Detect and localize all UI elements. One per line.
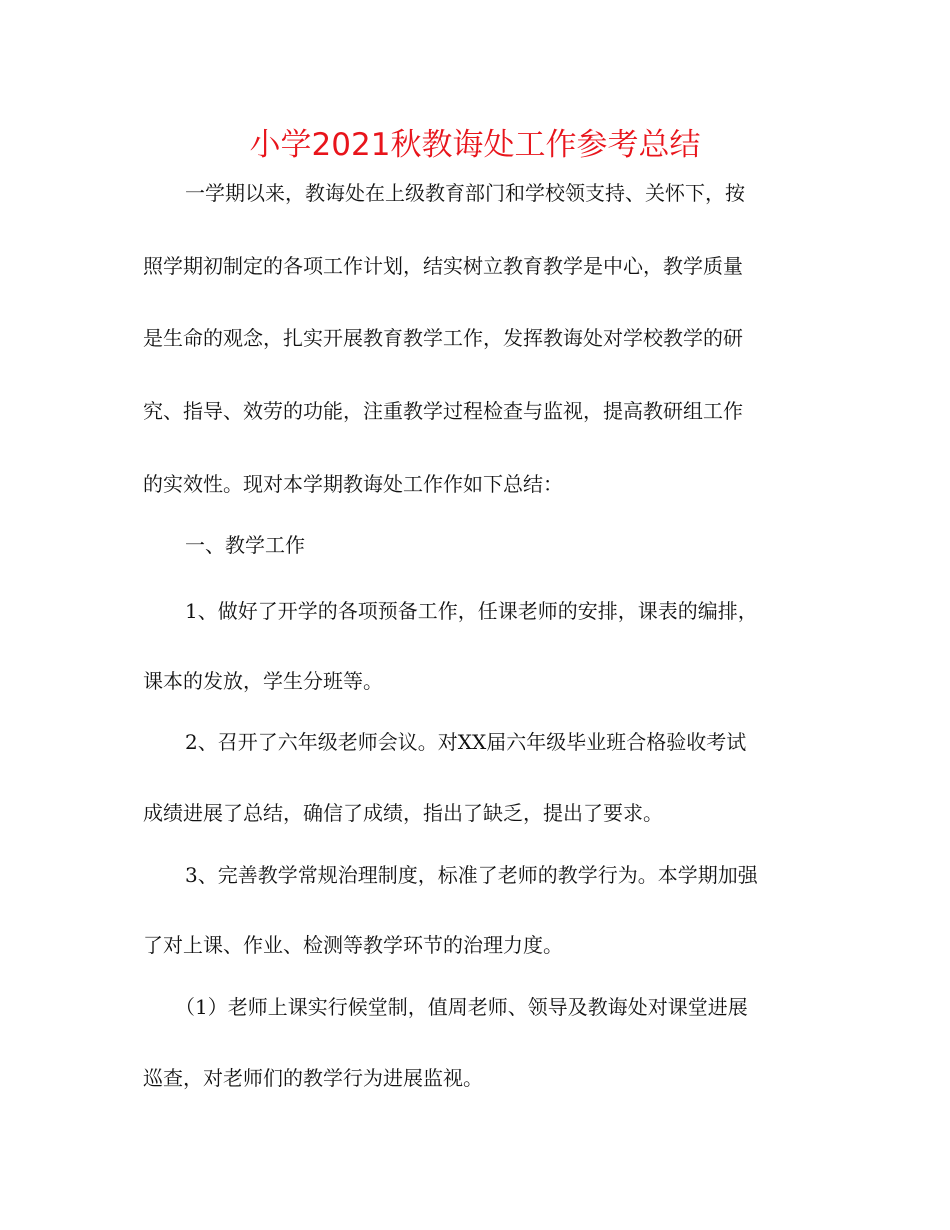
paragraph-intro-line-2: 照学期初制定的各项工作计划，结实树立教育教学是中心，教学质量 [143, 254, 743, 278]
paragraph-intro-line-5: 的实效性。现对本学期教诲处工作作如下总结： [143, 472, 563, 496]
section-heading-teaching: 一、教学工作 [185, 533, 305, 557]
item-2-line-1: 2、召开了六年级老师会议。对XX届六年级毕业班合格验收考试 [185, 730, 747, 754]
sub-item-1-line-1: （1）老师上课实行候堂制，值周老师、领导及教诲处对课堂进展 [175, 995, 748, 1019]
item-3-line-2: 了对上课、作业、检测等教学环节的治理力度。 [143, 933, 563, 957]
paragraph-intro-line-4: 究、指导、效劳的功能，注重教学过程检查与监视，提高教研组工作 [143, 399, 743, 423]
document-title: 小学2021秋教诲处工作参考总结 [249, 127, 701, 163]
item-1-line-2: 课本的发放，学生分班等。 [143, 669, 383, 693]
paragraph-intro-line-3: 是生命的观念，扎实开展教育教学工作，发挥教诲处对学校教学的研 [143, 326, 743, 350]
item-1-line-1: 1、做好了开学的各项预备工作，任课老师的安排，课表的编排， [185, 599, 758, 623]
item-2-line-2: 成绩进展了总结，确信了成绩，指出了缺乏，提出了要求。 [143, 801, 663, 825]
paragraph-intro-line-1: 一学期以来，教诲处在上级教育部门和学校领支持、关怀下，按 [185, 181, 745, 205]
sub-item-1-line-2: 巡查，对老师们的教学行为进展监视。 [143, 1066, 483, 1090]
item-3-line-1: 3、完善教学常规治理制度，标准了老师的教学行为。本学期加强 [185, 863, 758, 887]
